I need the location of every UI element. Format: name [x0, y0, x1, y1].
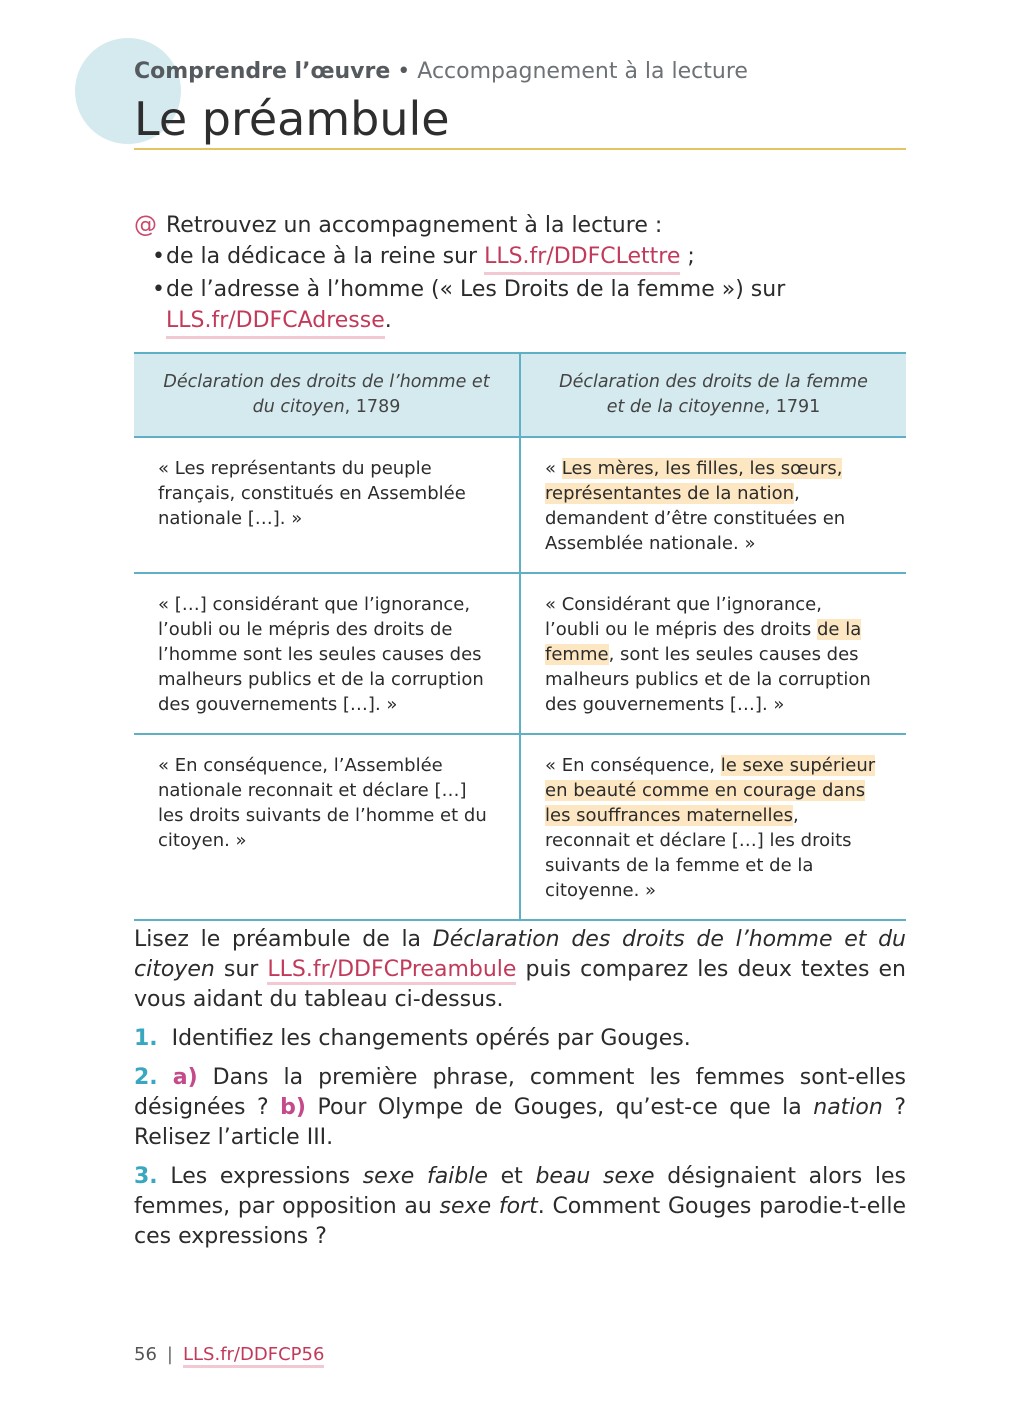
question-text: désignaient alors les femmes, par opposition au — [134, 1164, 906, 1219]
question-text: Les expressions — [157, 1164, 363, 1189]
instructions-text: Lisez le préambule de la — [134, 927, 433, 952]
table-row — [134, 573, 906, 734]
comparison-table — [134, 352, 906, 921]
question-text: et — [487, 1164, 536, 1189]
cell-text: , demandent d’être constituées en Assemblée nationale. » — [545, 483, 846, 554]
subquestion-label: a) — [172, 1065, 198, 1090]
question-number: 2. — [134, 1065, 158, 1090]
link-ddfc-adresse[interactable]: LLS.fr/DDFCAdresse — [166, 306, 385, 340]
instructions-text: puis comparez les deux textes en vous aidant du tableau ci-dessus. — [134, 957, 906, 1012]
cell-text: , sont les seules causes des malheurs publics et de la corruption des gouvernements […]. » — [545, 644, 871, 715]
link-ddfc-p56[interactable]: LLS.fr/DDFCP56 — [183, 1344, 324, 1368]
instructions-text: sur — [214, 957, 268, 982]
question-text: Pour Olympe de Gouges, qu’est-ce que la — [305, 1095, 814, 1120]
page-header — [134, 56, 906, 150]
col2-title: Déclaration des droits de la femme et de la citoyenne — [559, 372, 868, 417]
section-name: Comprendre l’œuvre — [134, 59, 391, 84]
col1-year: , 1789 — [344, 397, 401, 417]
online-item2-end: . — [384, 307, 392, 333]
online-item2-text: de l’adresse à l’homme (« Les Droits de la femme ») sur — [166, 277, 786, 302]
online-intro — [134, 210, 914, 242]
instructions-title-italic: Déclaration des droits de l’homme et du citoyen — [134, 927, 906, 982]
questions-section — [134, 925, 906, 1261]
table-cell-left: « En conséquence, l’Assemblée nationale reconnait et déclare […] les droits suivants de l’homme et du citoyen. » — [134, 734, 520, 920]
table-cell-right — [520, 734, 906, 920]
question-number: 1. — [134, 1026, 158, 1051]
cell-text: , reconnait et déclare […] les droits suivants de la femme et de la citoyenne. » — [545, 805, 852, 901]
page-footer — [134, 1342, 324, 1368]
instructions-paragraph — [134, 925, 906, 1015]
question-text: Dans la première phrase, comment les femmes sont-elles désignées ? — [134, 1065, 906, 1120]
bullet: • — [152, 243, 165, 269]
online-item1-end: ; — [687, 243, 695, 269]
subsection-name: Accompagnement à la lecture — [417, 59, 748, 84]
footer-separator: | — [166, 1344, 173, 1365]
online-resources — [134, 210, 914, 339]
subquestion-label: b) — [280, 1095, 306, 1120]
cell-text: « — [545, 458, 562, 479]
question-italic: nation — [813, 1095, 883, 1120]
question-number: 3. — [134, 1164, 158, 1189]
bullet: • — [152, 277, 165, 302]
table-header-femme — [520, 353, 906, 437]
cell-text: « Considérant que l’ignorance, l’oubli ou le mépris des droits — [545, 594, 822, 640]
cell-text: « En conséquence, — [545, 755, 721, 776]
table-header-row — [134, 353, 906, 437]
question-text: ? Relisez l’article III. — [134, 1095, 906, 1150]
page-title: Le préambule — [134, 92, 450, 146]
col2-year: , 1791 — [764, 397, 821, 417]
at-icon: @ — [134, 212, 157, 238]
question-1 — [134, 1024, 906, 1054]
link-ddfc-preambule[interactable]: LLS.fr/DDFCPreambule — [267, 957, 516, 985]
highlighted-text: Les mères, les filles, les sœurs, représentantes de la nation — [545, 458, 843, 504]
question-text: . Comment Gouges parodie-t-elle ces expressions ? — [134, 1194, 906, 1249]
question-3 — [134, 1162, 906, 1252]
table-row — [134, 437, 906, 573]
table-header-homme — [134, 353, 520, 437]
page-number: 56 — [134, 1344, 157, 1365]
highlighted-text: de la femme — [545, 619, 862, 665]
table-cell-left: « Les représentants du peuple français, constitués en Assemblée nationale […]. » — [134, 437, 520, 573]
link-ddfc-lettre[interactable]: LLS.fr/DDFCLettre — [484, 242, 680, 276]
table-cell-right — [520, 437, 906, 573]
col1-title: Déclaration des droits de l’homme et du citoyen — [163, 372, 490, 417]
online-item-dedicace — [134, 242, 914, 276]
question-italic: beau sexe — [535, 1164, 655, 1189]
online-item-adresse — [134, 275, 914, 306]
question-italic: sexe fort — [439, 1194, 538, 1219]
table-cell-right — [520, 573, 906, 734]
section-kicker — [134, 56, 906, 88]
question-2 — [134, 1063, 906, 1153]
question-italic: sexe faible — [362, 1164, 488, 1189]
table-cell-left: « […] considérant que l’ignorance, l’oubli ou le mépris des droits de l’homme sont les seules causes des malheurs publics et de la corruption des gouvernements […]. » — [134, 573, 520, 734]
online-item1-text: de la dédicace à la reine sur — [166, 243, 478, 269]
title-underline — [134, 148, 906, 150]
online-intro-text: Retrouvez un accompagnement à la lecture : — [166, 213, 663, 238]
question-text: Identifiez les changements opérés par Gouges. — [171, 1026, 691, 1051]
online-item-adresse-link-row — [134, 306, 914, 340]
highlighted-text: le sexe supérieur en beauté comme en courage dans les souffrances maternelles — [545, 755, 876, 826]
kicker-separator: • — [397, 59, 411, 84]
table-row — [134, 734, 906, 920]
